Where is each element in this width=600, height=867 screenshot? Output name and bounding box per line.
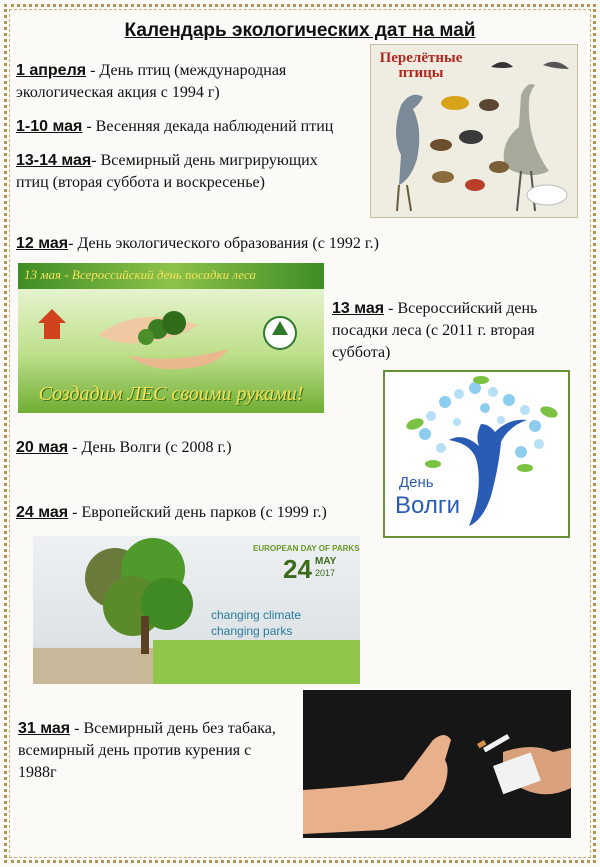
- parks-slogan-line2: changing parks: [211, 624, 293, 638]
- parks-banner-year: 2017: [315, 568, 336, 578]
- hand-refusing-cigarette-illustration: [303, 690, 571, 838]
- entry-parks-day: 24 мая - Европейский день парков (с 1999 г.): [16, 504, 327, 521]
- entry-bird-decade: 1-10 мая - Весенняя декада наблюдений птиц: [16, 118, 334, 135]
- migratory-birds-poster: [370, 44, 578, 218]
- parks-banner-heading: EUROPEAN DAY OF PARKS: [253, 544, 360, 553]
- entry-migratory-birds: 13-14 мая- Всемирный день мигрирующих птиц (вторая суббота и воскресенье): [16, 152, 318, 191]
- parks-banner-month: MAY: [315, 556, 337, 567]
- no-tobacco-photo: [303, 690, 571, 838]
- page-title: Календарь экологических дат на май: [124, 20, 476, 41]
- volga-day-logo: [383, 370, 570, 538]
- entry-text: День птиц (международная экологическая акция с 1994 г): [16, 62, 287, 101]
- entry-date: 31 мая: [18, 720, 71, 737]
- entry-date: 20 мая: [16, 439, 69, 456]
- entry-volga-day: 20 мая - День Волги (с 2008 г.): [16, 439, 232, 456]
- entry-date: 1-10 мая: [16, 118, 83, 135]
- entry-date: 13 мая: [332, 300, 385, 317]
- entry-eco-education: 12 мая- День экологического образования (с 1992 г.): [16, 235, 379, 252]
- entry-forest-day: 13 мая - Всероссийский день посадки леса (с 2011 г. вторая суббота): [332, 300, 538, 361]
- entry-date: 1 апреля: [16, 62, 87, 79]
- entry-text: Весенняя декада наблюдений птиц: [95, 118, 334, 135]
- volga-logo-line2: Волги: [395, 492, 460, 519]
- entry-text: Всемирный день без табака, всемирный день против курения с 1988г: [18, 720, 276, 781]
- entry-date: 13-14 мая: [16, 152, 92, 169]
- entry-date: 24 мая: [16, 504, 69, 521]
- entry-no-tobacco-day: 31 мая - Всемирный день без табака, всемирный день против курения с 1988г: [18, 720, 276, 781]
- parks-banner-day: 24: [283, 554, 312, 584]
- parks-slogan-line1: changing climate: [211, 608, 302, 622]
- entry-text: Европейский день парков (с 1999 г.): [81, 504, 327, 521]
- forest-banner-heading: 13 мая - Всероссийский день посадки леса: [24, 267, 256, 282]
- forest-banner-slogan: Создадим ЛЕС своими руками!: [38, 383, 304, 405]
- european-parks-day-banner: [33, 536, 360, 684]
- entry-date: 12 мая: [16, 235, 69, 252]
- birds-poster-title: Перелётные птицы: [379, 50, 463, 81]
- entry-text: Всероссийский день посадки леса (с 2011 г. вторая суббота): [332, 300, 538, 361]
- entry-text: День экологического образования (с 1992 г.): [77, 235, 379, 252]
- entry-text: День Волги (с 2008 г.): [81, 439, 232, 456]
- entry-bird-day: 1 апреля - День птиц (международная экологическая акция с 1994 г): [16, 62, 287, 101]
- volga-logo-line1: День: [399, 474, 434, 491]
- entry-text: Всемирный день мигрирующих птиц (вторая суббота и воскресенье): [16, 152, 318, 191]
- forest-planting-banner: [18, 263, 324, 413]
